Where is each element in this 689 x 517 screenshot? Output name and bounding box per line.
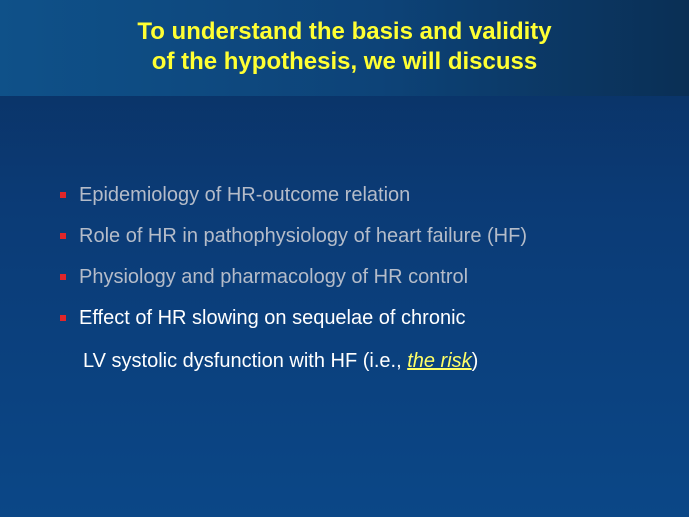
- bullet-item: [57, 180, 677, 221]
- bullet-list: [57, 180, 677, 344]
- continuation-text: LV systolic dysfunction with HF (i.e.,: [83, 350, 408, 372]
- bullet-text: Epidemiology of HR-outcome relation: [79, 184, 411, 206]
- bullet-text: Effect of HR slowing on sequelae of chronic: [79, 307, 466, 329]
- bullet-item: [57, 262, 677, 303]
- bullet-square-icon: [60, 233, 66, 239]
- bullet-square-icon: [60, 315, 66, 321]
- bullet-continuation: [83, 346, 478, 376]
- bullet-square-icon: [60, 192, 66, 198]
- slide-title: [0, 17, 689, 77]
- title-line-2: of the hypothesis, we will discuss: [151, 48, 538, 75]
- bullet-item-active: [57, 303, 677, 344]
- emphasis-link[interactable]: the risk: [407, 350, 472, 372]
- bullet-item: [57, 221, 677, 262]
- title-line-1: To understand the basis and validity: [137, 18, 552, 45]
- continuation-end: ): [471, 350, 479, 372]
- bullet-text: Physiology and pharmacology of HR control: [79, 266, 469, 288]
- bullet-text: Role of HR in pathophysiology of heart failure (HF): [79, 225, 527, 247]
- bullet-square-icon: [60, 274, 66, 280]
